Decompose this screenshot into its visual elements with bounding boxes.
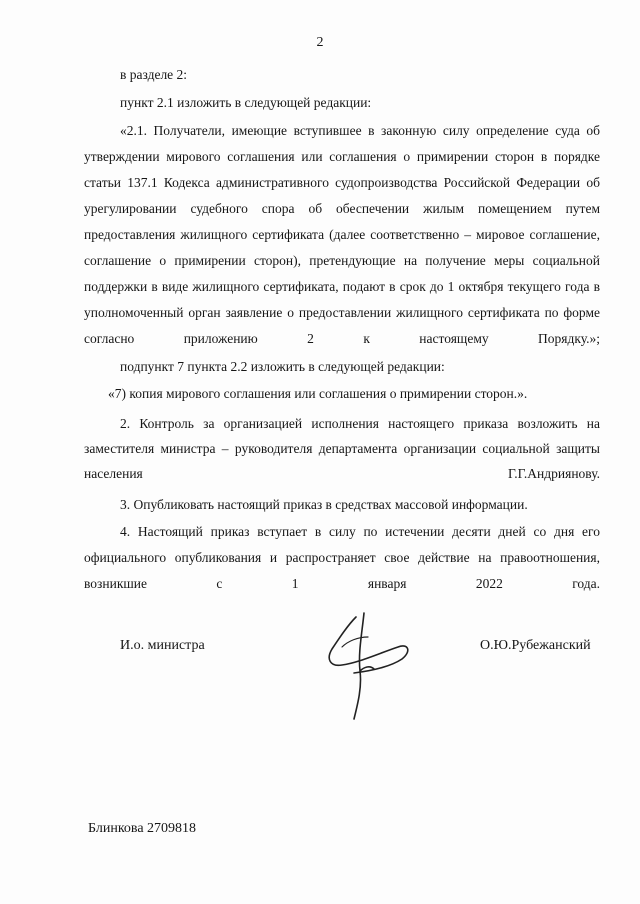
paragraph-clause-2-1-text: «2.1. Получатели, имеющие вступившее в законную силу определение суда об утверждении мирового соглашения или соглашения о примирении сторон в порядке статьи 137.1 Кодекса административного судопроизводства Российской Федерации об урегулировании судебного спора об обеспечении жилым помещением путем предоставления жилищного сертификата (далее соответственно – мировое соглашение, соглашение о примирении сторон), претендующие на получение меры социальной поддержки в виде жилищного сертификата, подают в срок до 1 октября текущего года в уполномоченный орган заявление о предоставлении жилищного сертификата по форме согласно приложению 2 к настоящему Порядку.»; xyxy=(84,123,600,346)
paragraph-effective xyxy=(84,519,600,597)
signatory-name: О.Ю.Рубежанский xyxy=(480,638,591,653)
paragraph-subclause-intro: подпункт 7 пункта 2.2 изложить в следующей редакции: xyxy=(120,359,445,374)
paragraph-section-ref: в разделе 2: xyxy=(120,67,188,82)
executor-contact: Блинкова 2709818 xyxy=(88,821,197,836)
paragraph-subclause-7: «7) копия мирового соглашения или соглашения о примирении сторон.». xyxy=(108,386,528,401)
page-number: 2 xyxy=(316,35,324,50)
document-body xyxy=(84,62,600,597)
paragraph-effective-text: 4. Настоящий приказ вступает в силу по истечении десяти дней со дня его официального опубликования и распространяет свое действие на правоотношения, возникшие с 1 января 2022 года. xyxy=(84,524,600,591)
paragraph-publish: 3. Опубликовать настоящий приказ в средствах массовой информации. xyxy=(120,497,528,512)
handwritten-signature xyxy=(318,607,418,727)
paragraph-control xyxy=(84,411,600,486)
paragraph-clause-2-1 xyxy=(84,118,600,352)
paragraph-control-text: 2. Контроль за организацией исполнения настоящего приказа возложить на заместителя министра – руководителя департамента организации социальной защиты населения Г.Г.Андриянову. xyxy=(84,416,600,481)
signatory-position: И.о. министра xyxy=(120,638,205,653)
paragraph-clause-intro: пункт 2.1 изложить в следующей редакции: xyxy=(120,95,372,110)
